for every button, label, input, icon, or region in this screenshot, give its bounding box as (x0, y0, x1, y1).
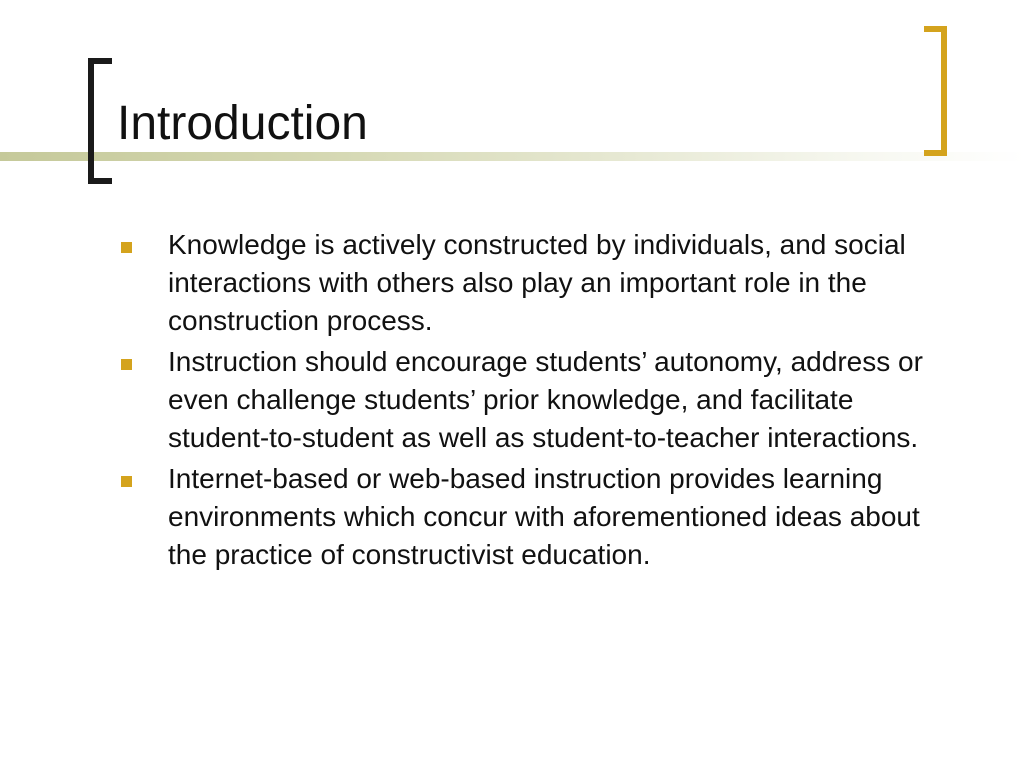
bullet-text: Internet-based or web-based instruction provides learning environments which concur with aforementioned ideas about the practice of constructivist education. (168, 463, 920, 570)
square-bullet-icon (121, 476, 132, 487)
bullet-list (120, 226, 950, 577)
square-bullet-icon (121, 242, 132, 253)
slide-title: Introduction (117, 97, 368, 150)
bullet-item (120, 343, 950, 457)
left-bracket-decoration (88, 58, 112, 184)
right-bracket-decoration (924, 26, 947, 156)
bullet-item (120, 460, 950, 574)
square-bullet-icon (121, 359, 132, 370)
bullet-text: Knowledge is actively constructed by individuals, and social interactions with others also play an important role in the construction process. (168, 229, 906, 336)
bullet-text: Instruction should encourage students’ autonomy, address or even challenge students’ prior knowledge, and facilitate student-to-student as well as student-to-teacher interactions. (168, 346, 923, 453)
title-underline-band (0, 152, 1024, 161)
bullet-item (120, 226, 950, 340)
